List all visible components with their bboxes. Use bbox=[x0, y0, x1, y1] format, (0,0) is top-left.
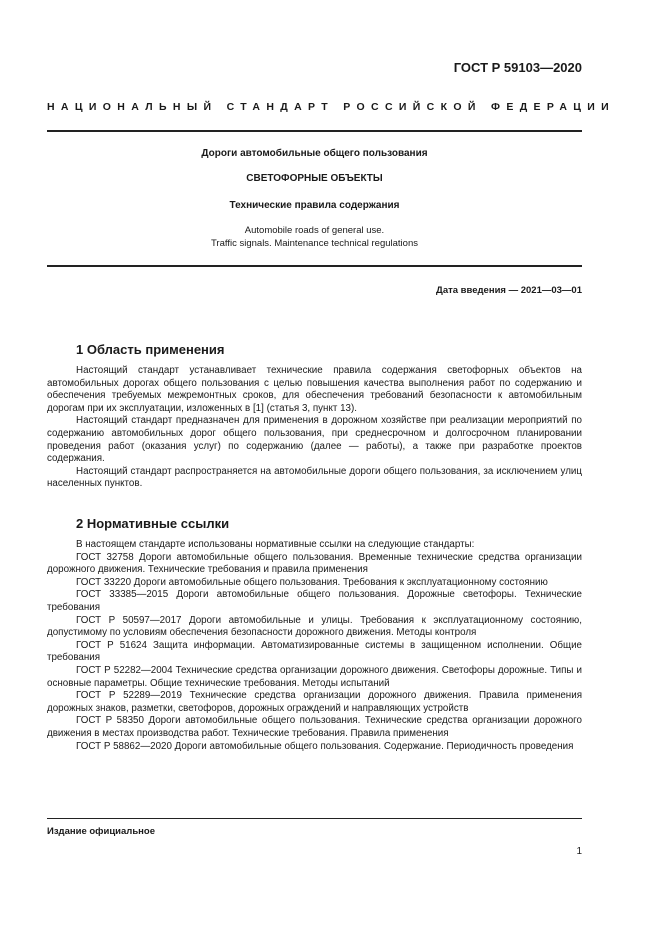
footer-rule bbox=[47, 818, 582, 819]
standard-banner: НАЦИОНАЛЬНЫЙ СТАНДАРТ РОССИЙСКОЙ ФЕДЕРАЦИИ bbox=[47, 101, 616, 113]
reference-item: ГОСТ 32758 Дороги автомобильные общего пользования. Временные технические средства организации дорожного движения. Технические требования и правила применения bbox=[47, 551, 582, 576]
title-english-1: Automobile roads of general use. bbox=[244, 225, 385, 236]
title-line-1: Дороги автомобильные общего пользования bbox=[201, 148, 428, 159]
reference-item: ГОСТ Р 52289—2019 Технические средства организации дорожного движения. Правила применения дорожных знаков, разметки, светофоров, дорожных ограждений и направляющих устройств bbox=[47, 690, 582, 714]
introduction-date: Дата введения — 2021—03—01 bbox=[436, 285, 582, 296]
title-rule bbox=[47, 265, 582, 267]
official-edition-note: Издание официальное bbox=[47, 826, 155, 837]
title-line-3: Технические правила содержания bbox=[229, 200, 400, 211]
page-number: 1 bbox=[576, 846, 582, 857]
top-rule bbox=[47, 130, 582, 132]
reference-item: ГОСТ Р 51624 Защита информации. Автоматизированные системы в защищенном исполнении. Общие требования bbox=[47, 639, 582, 664]
title-english-2: Traffic signals. Maintenance technical regulations bbox=[210, 238, 418, 249]
paragraph: Настоящий стандарт предназначен для применения в дорожном хозяйстве при реализации мероприятий по содержанию автомобильных дорог общего пользования, при среднесрочном и долгосрочном планировании проведения работ (оказания услуг) по содержанию (далее — работы), а также при разработке проектов содержания. bbox=[47, 415, 582, 465]
reference-item: ГОСТ 33385—2015 Дороги автомобильные общего пользования. Дорожные светофоры. Технические требования bbox=[47, 589, 582, 613]
paragraph: Настоящий стандарт распространяется на автомобильные дороги общего пользования, за исключением улиц населенных пунктов. bbox=[47, 465, 582, 490]
reference-item: ГОСТ 33220 Дороги автомобильные общего пользования. Требования к эксплуатационному состоянию bbox=[76, 576, 548, 588]
doc-code: ГОСТ Р 59103—2020 bbox=[453, 60, 582, 75]
reference-item: ГОСТ Р 52282—2004 Технические средства организации дорожного движения. Светофоры дорожные. Типы и основные параметры. Общие технические требования. Методы испытаний bbox=[47, 664, 582, 689]
reference-item: ГОСТ Р 58862—2020 Дороги автомобильные общего пользования. Содержание. Периодичность проведения bbox=[76, 740, 574, 752]
reference-item: ГОСТ Р 50597—2017 Дороги автомобильные и улицы. Требования к эксплуатационному состоянию, допустимому по условиям обеспечения безопасности дорожного движения. Методы контроля bbox=[47, 614, 582, 639]
section-1-body bbox=[47, 365, 582, 491]
title-line-2: СВЕТОФОРНЫЕ ОБЪЕКТЫ bbox=[246, 173, 383, 184]
section-2-heading: 2 Нормативные ссылки bbox=[76, 516, 230, 531]
reference-item: ГОСТ Р 58350 Дороги автомобильные общего пользования. Технические средства организации дорожного движения в местах производства работ. Технические требования. Правила применения bbox=[47, 715, 582, 739]
section-1-heading: 1 Область применения bbox=[76, 342, 225, 357]
section-2-body bbox=[47, 539, 582, 753]
reference-item: В настоящем стандарте использованы нормативные ссылки на следующие стандарты: bbox=[76, 539, 475, 550]
paragraph: Настоящий стандарт устанавливает технические правила содержания светофорных объектов на автомобильных дорогах общего пользования с целью повышения качества выполнения работ по содержанию и обеспечения требуемых межремонтных сроков, для обеспечения требований безопасности к автомобильным дорогам при их эксплуатации, изложенных в [1] (статья 3, пункт 13). bbox=[47, 365, 582, 414]
